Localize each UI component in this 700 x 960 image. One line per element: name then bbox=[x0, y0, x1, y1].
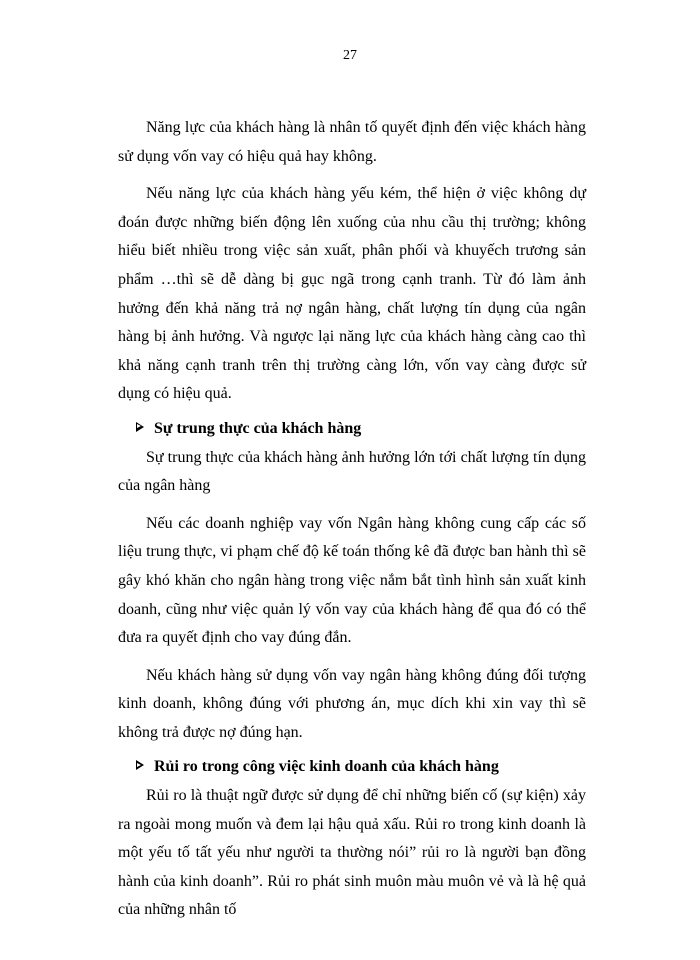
section-heading-text: Sự trung thực của khách hàng bbox=[154, 419, 362, 437]
paragraph: Nếu khách hàng sử dụng vốn vay ngân hàng không đúng đối tượng kinh doanh, không đúng với phương án, mục dích khi xin vay thì sẽ không trả được nợ đúng hạn. bbox=[118, 666, 586, 741]
section-heading-business-risk bbox=[118, 753, 586, 782]
paragraph: Năng lực của khách hàng là nhân tố quyết định đến việc khách hàng sử dụng vốn vay có hiệu quả hay không. bbox=[118, 119, 586, 165]
paragraph: Nếu năng lực của khách hàng yếu kém, thể hiện ở việc không dự đoán được những biến động lên xuống của nhu cầu thị trường; không hiểu biết nhiều trong việc sản xuất, phân phối và khuyếch trương sản phẩm …thì sẽ dễ dàng bị gục ngã trong cạnh tranh. Từ đó làm ảnh hưởng đến khả năng trả nợ ngân hàng, chất lượng tín dụng của ngân hàng bị ảnh hưởng. Và ngược lại năng lực của khách hàng càng cao thì khả năng cạnh tranh trên thị trường càng lớn, vốn vay càng được sử dụng có hiệu quả. bbox=[118, 185, 586, 403]
page-number: 27 bbox=[343, 48, 357, 63]
section-heading-honesty bbox=[118, 415, 586, 444]
section-heading-text: Rủi ro trong công việc kinh doanh của khách hàng bbox=[154, 758, 499, 776]
document-body bbox=[118, 114, 586, 925]
arrow-bullet-icon bbox=[136, 422, 144, 432]
arrow-bullet-icon bbox=[136, 760, 144, 770]
paragraph: Rủi ro là thuật ngữ được sử dụng để chỉ những biến cố (sự kiện) xảy ra ngoài mong muốn và đem lại hậu quả xấu. Rủi ro trong kinh doanh là một yếu tố tất yếu như người ta thường nói” rủi ro là người bạn đồng hành của kinh doanh”. Rủi ro phát sinh muôn màu muôn vẻ và là hệ quả của những nhân tố bbox=[118, 787, 586, 919]
paragraph: Sự trung thực của khách hàng ảnh hưởng lớn tới chất lượng tín dụng của ngân hàng bbox=[118, 448, 586, 495]
paragraph: Nếu các doanh nghiệp vay vốn Ngân hàng không cung cấp các số liệu trung thực, vi phạm chế độ kế toán thống kê đã được ban hành thì sẽ gây khó khăn cho ngân hàng trong việc nắm bắt tình hình sản xuất kinh doanh, cũng như việc quản lý vốn vay của khách hàng để qua đó có thể đưa ra quyết định cho vay đúng đắn. bbox=[118, 514, 586, 647]
